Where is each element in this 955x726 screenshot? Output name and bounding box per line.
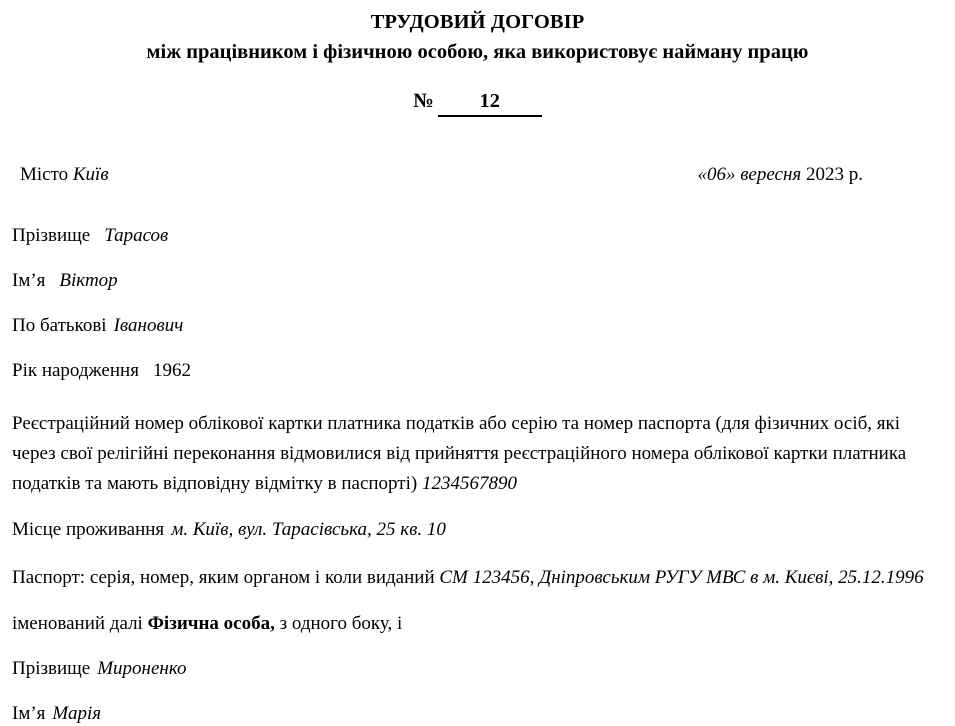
birthyear-label: Рік народження <box>12 360 139 381</box>
date-block <box>697 163 863 187</box>
patronymic-label: По батькові <box>12 315 107 336</box>
surname-label: Прізвище <box>12 225 91 246</box>
employer-firstname-label: Ім’я <box>12 703 46 724</box>
firstname-label: Ім’я <box>12 270 46 291</box>
city-label: Місто <box>20 164 69 185</box>
residence-label: Місце проживання <box>12 519 165 540</box>
date-suffix: р. <box>848 164 863 185</box>
birthyear-value: 1962 <box>152 360 191 381</box>
field-firstname-employee <box>12 269 947 293</box>
city-date-row <box>8 117 947 187</box>
field-surname-employer <box>12 657 947 681</box>
field-firstname-employer <box>12 702 947 726</box>
city-block <box>20 163 109 187</box>
party-clause-suffix: з одного боку, і <box>279 613 403 634</box>
taxnumber-value: 1234567890 <box>421 473 517 494</box>
field-birthyear-employee <box>12 359 947 383</box>
firstname-value: Віктор <box>59 270 118 291</box>
field-surname-employee <box>12 224 947 248</box>
date-year: 2023 <box>806 164 844 185</box>
city-value: Київ <box>72 164 109 185</box>
employer-surname-value: Мироненко <box>97 658 187 679</box>
employer-firstname-value: Марія <box>52 703 102 724</box>
party-clause <box>12 612 947 636</box>
field-patronymic-employee <box>12 314 947 338</box>
party-clause-term: Фізична особа, <box>147 613 275 634</box>
employee-fields <box>8 187 947 726</box>
document-number-value: 12 <box>438 88 542 117</box>
field-residence <box>12 518 947 542</box>
date-day: «06» <box>697 164 736 185</box>
party-clause-prefix: іменований далі <box>12 613 143 634</box>
page-title: ТРУДОВИЙ ДОГОВІР <box>370 11 585 33</box>
passport-value: СМ 123456, Дніпровським РУГУ МВС в м. Києві, 25.12.1996 <box>439 567 924 588</box>
patronymic-value: Іванович <box>113 315 184 336</box>
employer-surname-label: Прізвище <box>12 658 91 679</box>
passport-label: Паспорт: серія, номер, яким органом і коли виданий <box>12 567 435 588</box>
document-number-row <box>8 66 947 117</box>
taxnumber-label: Реєстраційний номер облікової картки платника податків або серію та номер паспорта (для фізичних осіб, які через свої релігійні переконання відмовилися від прийняття реєстраційного номера облікової картки платника податків та мають відповідну відмітку в паспорті) <box>12 413 907 494</box>
date-month: вересня <box>740 164 802 185</box>
field-taxnumber <box>12 409 942 499</box>
field-passport <box>12 563 942 593</box>
surname-value: Тарасов <box>104 225 169 246</box>
residence-value: м. Київ, вул. Тарасівська, 25 кв. 10 <box>171 519 446 540</box>
number-sign-label: № <box>413 90 434 112</box>
document-subtitle: між працівником і фізичною особою, яка використовує найману працю <box>146 41 809 63</box>
